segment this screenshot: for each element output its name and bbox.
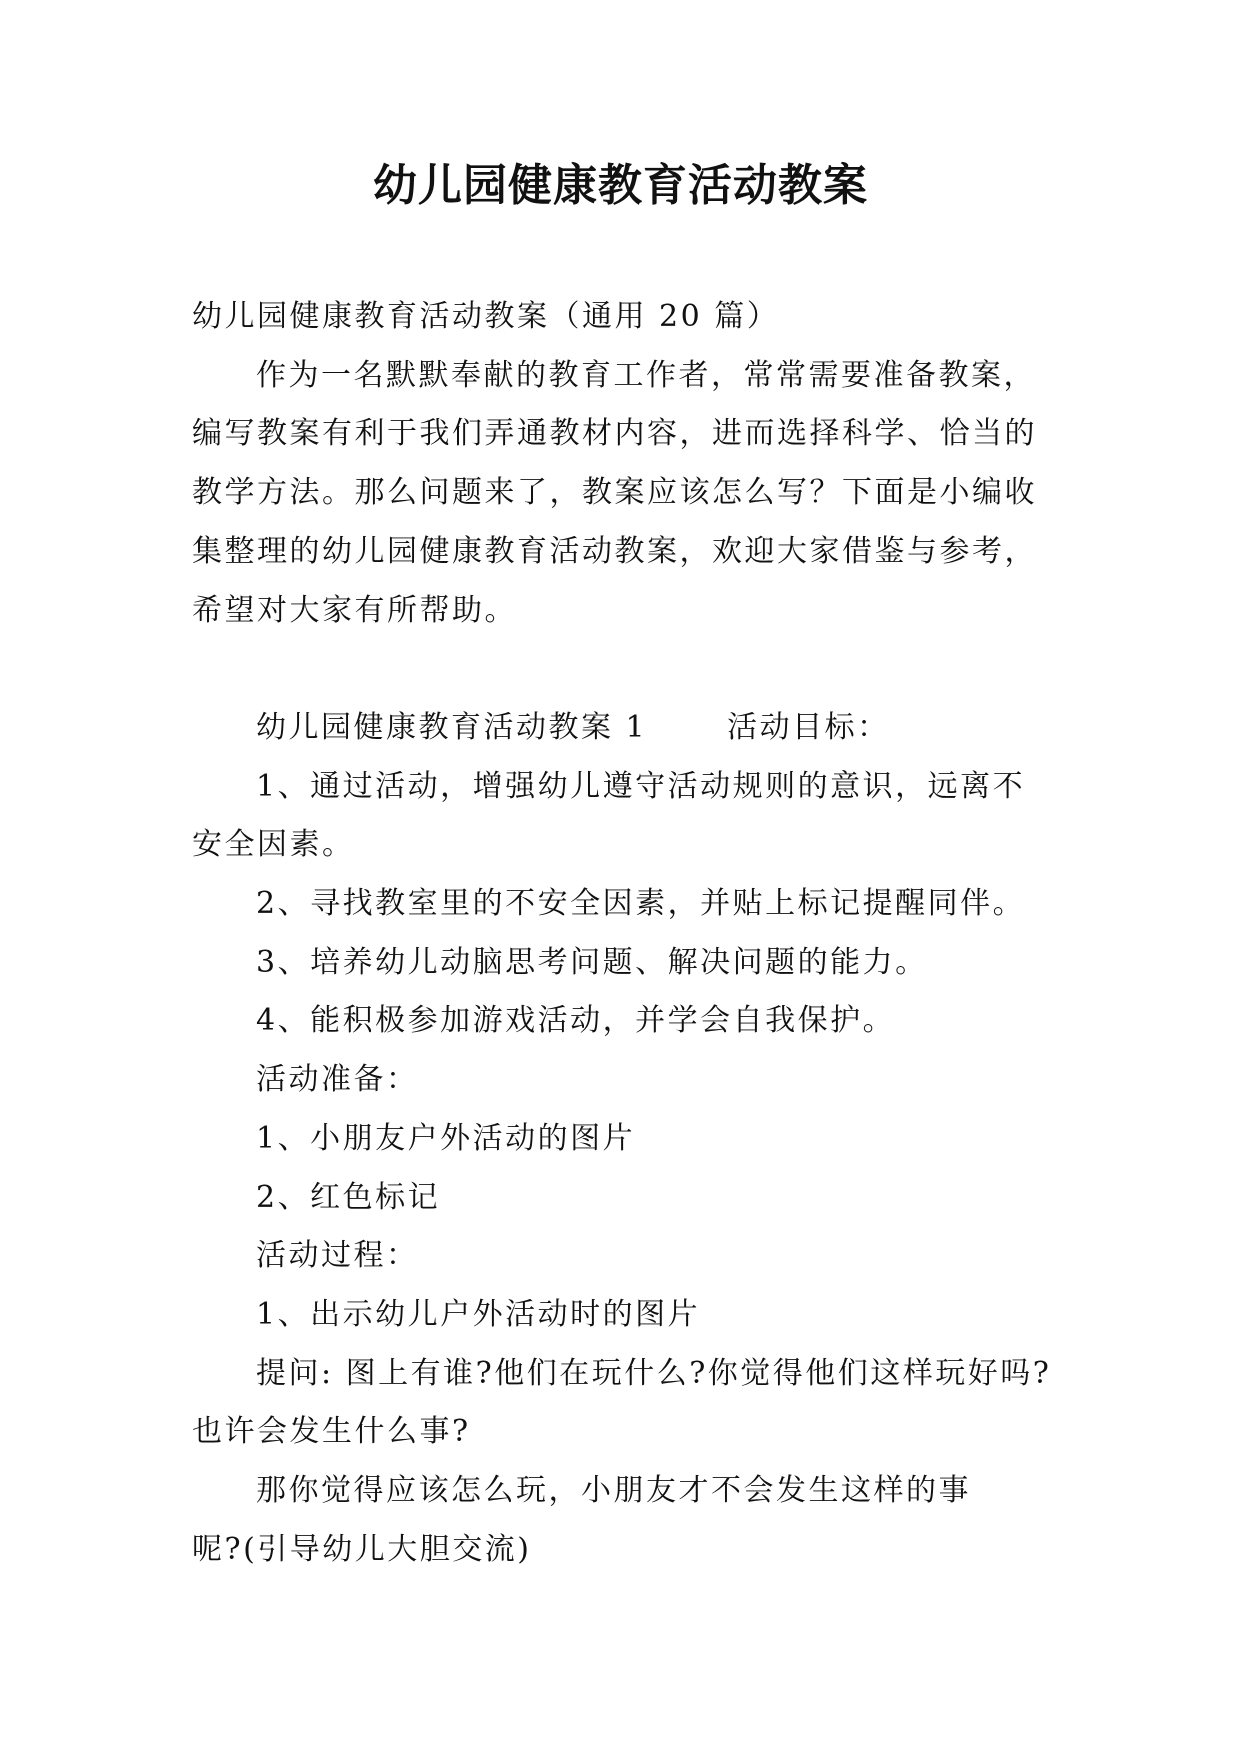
followup-line-1: 那你觉得应该怎么玩，小朋友才不会发生这样的事 [256,1473,971,1509]
section-heading: 幼儿园健康教育活动教案 1 [256,709,648,745]
intro-line-1: 作为一名默默奉献的教育工作者，常常需要准备教案， [256,357,1036,393]
process-step-1: 1、出示幼儿户外活动时的图片 [256,1296,701,1332]
goal-3: 3、培养幼儿动脑思考问题、解决问题的能力。 [256,944,928,980]
prep-item-1: 1、小朋友户外活动的图片 [256,1120,636,1156]
section-heading-line [192,699,1062,758]
goal-1-line-2: 安全因素。 [192,827,355,863]
question-line-1: 提问: 图上有谁?他们在玩什么?你觉得他们这样玩好吗? [256,1355,1052,1391]
document-body [192,288,1062,1579]
prep-item-2: 2、红色标记 [256,1179,441,1215]
document-title: 幼儿园健康教育活动教案 [373,160,868,211]
process-label: 活动过程： [256,1238,419,1274]
goal-4: 4、能积极参加游戏活动，并学会自我保护。 [256,1003,896,1039]
intro-line-5: 希望对大家有所帮助。 [192,592,517,628]
intro-line-3: 教学方法。那么问题来了，教案应该怎么写？下面是小编收 [192,475,1037,511]
document-subtitle: 幼儿园健康教育活动教案（通用 20 篇） [192,299,780,334]
paragraph-gap [192,640,1062,699]
intro-line-2: 编写教案有利于我们弄通教材内容，进而选择科学、恰当的 [192,416,1037,452]
goal-1-line-1: 1、通过活动，增强幼儿遵守活动规则的意识，远离不 [256,768,1026,804]
question-line-2: 也许会发生什么事? [192,1414,471,1450]
goals-label: 活动目标： [727,709,890,745]
goal-2: 2、寻找教室里的不安全因素，并贴上标记提醒同伴。 [256,886,1026,922]
prep-label: 活动准备： [256,1062,419,1098]
followup-line-2: 呢?(引导幼儿大胆交流) [192,1531,532,1567]
intro-line-4: 集整理的幼儿园健康教育活动教案，欢迎大家借鉴与参考， [192,533,1037,569]
